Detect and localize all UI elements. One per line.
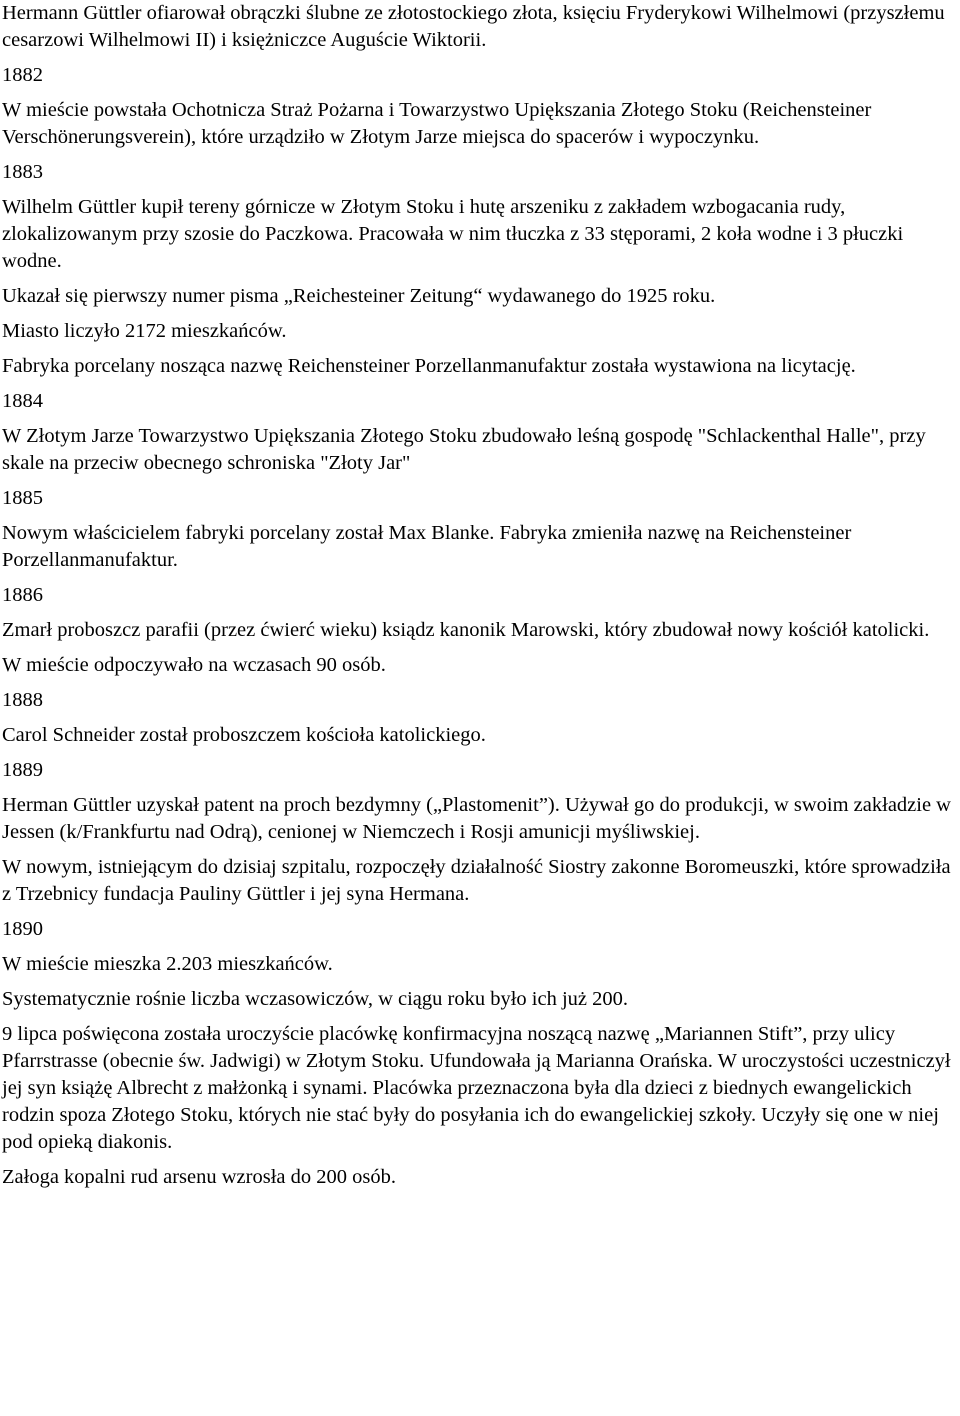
year-heading-1888: 1888 bbox=[2, 689, 43, 711]
paragraph-holidaymakers-200: Systematycznie rośnie liczba wczasowiczów, w ciągu roku było ich już 200. bbox=[2, 988, 629, 1010]
paragraph-porcelain-auction: Fabryka porcelany nosząca nazwę Reichensteiner Porzellanmanufaktur została wystawiona na licytację. bbox=[2, 355, 856, 377]
year-heading-1889: 1889 bbox=[2, 759, 43, 781]
paragraph-mariannen-stift: 9 lipca poświęcona została uroczyście placówkę konfirmacyjna noszącą nazwę „Mariannen Stift”, przy ulicy Pfarrstrasse (obecnie św. Jadwigi) w Złotym Stoku. Ufundowała ją Marianna Orańska. W uroczystości uczestniczył jej syn książę Albrecht z małżonką i synami. Placówka przeznaczona była dla dzieci z biednych ewangelickich rodzin spoza Złotego Stoku, których nie stać były do posyłania ich do ewangelickiej szkoły. Uczyły się one w niej pod opieką diakonis. bbox=[2, 1023, 951, 1153]
paragraph-smokeless-powder: Herman Güttler uzyskał patent na proch bezdymny („Plastomenit”). Używał go do produkcji, w swoim zakładzie w Jessen (k/Frankfurtu nad Odrą), cenionej w Niemczech i Rosji amunicji myśliwskiej. bbox=[2, 794, 951, 843]
paragraph-wedding-rings: Hermann Güttler ofiarował obrączki ślubne ze złotostockiego złota, księciu Fryderykowi Wilhelmowi (przyszłemu cesarzowi Wilhelmowi II) i księżniczce Auguście Wiktorii. bbox=[2, 2, 945, 51]
paragraph-hospital-sisters: W nowym, istniejącym do dzisiaj szpitalu, rozpoczęły działalność Siostry zakonne Boromeuszki, które sprowadziła z Trzebnicy fundacja Pauliny Güttler i jej syna Hermana. bbox=[2, 856, 951, 905]
paragraph-forest-inn: W Złotym Jarze Towarzystwo Upiększania Złotego Stoku zbudowało leśną gospodę "Schlackenthal Halle", przy skale na przeciw obecnego schroniska "Złoty Jar" bbox=[2, 425, 926, 474]
paragraph-new-priest: Carol Schneider został proboszczem kościoła katolickiego. bbox=[2, 724, 486, 746]
year-heading-1884: 1884 bbox=[2, 390, 43, 412]
year-heading-1882: 1882 bbox=[2, 64, 43, 86]
year-heading-1885: 1885 bbox=[2, 487, 43, 509]
paragraph-population-1890: W mieście mieszka 2.203 mieszkańców. bbox=[2, 953, 333, 975]
paragraph-fire-brigade: W mieście powstała Ochotnicza Straż Pożarna i Towarzystwo Upiększania Złotego Stoku (Reichensteiner Verschönerungsverein), które urządziło w Złotym Jarze miejsca do spacerów i wypoczynku. bbox=[2, 99, 872, 148]
paragraph-new-owner: Nowym właścicielem fabryki porcelany został Max Blanke. Fabryka zmieniła nazwę na Reichensteiner Porzellanmanufaktur. bbox=[2, 522, 852, 571]
paragraph-holidaymakers-90: W mieście odpoczywało na wczasach 90 osób. bbox=[2, 654, 386, 676]
paragraph-newspaper: Ukazał się pierwszy numer pisma „Reichesteiner Zeitung“ wydawanego do 1925 roku. bbox=[2, 285, 716, 307]
paragraph-mining-purchase: Wilhelm Güttler kupił tereny górnicze w Złotym Stoku i hutę arszeniku z zakładem wzbogacania rudy, zlokalizowanym przy szosie do Paczkowa. Pracowała w nim tłuczka z 33 stęporami, 2 koła wodne i 3 płuczki wodne. bbox=[2, 196, 904, 272]
year-heading-1883: 1883 bbox=[2, 161, 43, 183]
year-heading-1890: 1890 bbox=[2, 918, 43, 940]
paragraph-mine-crew: Załoga kopalni rud arsenu wzrosła do 200 osób. bbox=[2, 1166, 396, 1188]
paragraph-population-1883: Miasto liczyło 2172 mieszkańców. bbox=[2, 320, 287, 342]
paragraph-priest-died: Zmarł proboszcz parafii (przez ćwierć wieku) ksiądz kanonik Marowski, który zbudował nowy kościół katolicki. bbox=[2, 619, 930, 641]
year-heading-1886: 1886 bbox=[2, 584, 43, 606]
